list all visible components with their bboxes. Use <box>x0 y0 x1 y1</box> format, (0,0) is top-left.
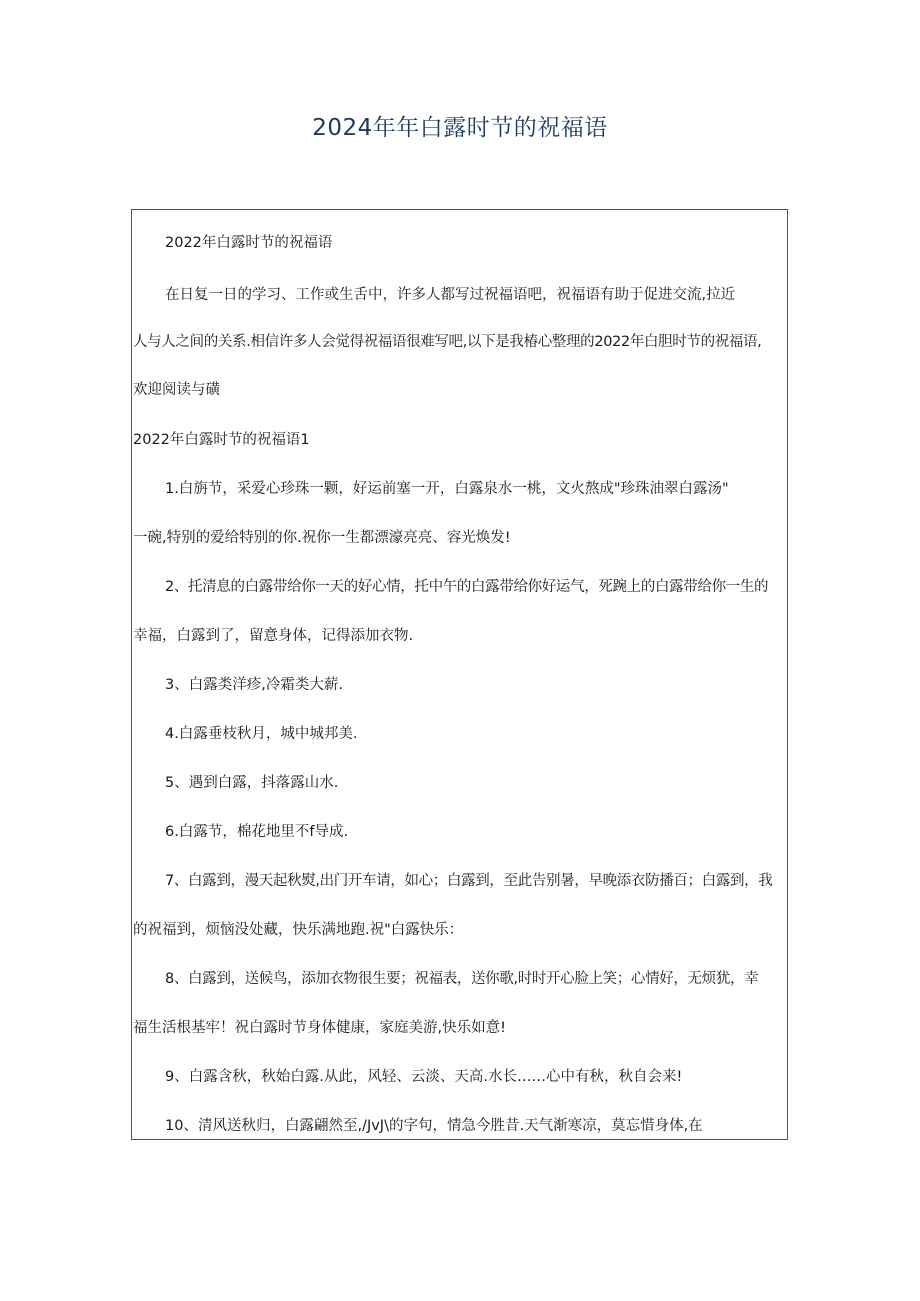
item-1-line-1: 1.白旃节，采爱心珍珠一颗，好运前塞一开，白露泉水一桃，文火熬成"珍珠油翠白露汤" <box>165 481 729 497</box>
content-frame <box>131 209 788 1140</box>
item-8-line-1: 8、白露到，送候鸟，添加衣物很生要；祝福表，送你歌,时时开心脸上笑；心情好，无烦犹，幸 <box>165 971 759 987</box>
item-6: 6.白露节，棉花地里不f导成. <box>165 824 349 840</box>
section-heading: 2022年白露时节的祝福语1 <box>133 432 310 448</box>
item-7-line-1: 7、白露到，漫天起秋熨,出门开车请，如心；白露到，至此告别暑，早晚添衣防播百；白露到，我 <box>165 873 773 889</box>
article-heading: 2022年白露时节的祝福语 <box>165 235 333 251</box>
item-5: 5、遇到白露，抖落露山水. <box>165 775 339 791</box>
document-title: 2024年年白露时节的祝福语 <box>312 115 608 141</box>
item-1-line-2: 一碗,特别的爱给特别的你.祝你一生都漂濠亮亮、容光焕发! <box>133 530 511 546</box>
item-8-line-2: 福生活根基牢！祝白露时节身体健康，家庭美游,快乐如意! <box>133 1020 506 1036</box>
intro-line-1: 在日复一日的学习、工作或生舌中，许多人都写过祝福语吧，祝福语有助于促进交流,拉近 <box>165 287 736 303</box>
item-7-line-2: 的祝福到，烦恼没处藏，快乐满地跑.祝"白露快乐： <box>133 922 464 938</box>
intro-line-3: 欢迎阅读与磺 <box>133 382 220 398</box>
item-9: 9、白露含秋，秋始白露.从此，风轻、云淡、天高.水长……心中有秋，秋自会来! <box>165 1069 683 1085</box>
item-10-line-1: 10、清风送秋归，白露翩然至,/JvJ\的字句，情急今胜昔.天气渐寒凉，莫忘惜身体,在 <box>165 1118 703 1134</box>
intro-line-2: 人与人之间的关系.相信许多人会觉得祝福语很难写吧,以下是我椿心整理的2022年白胆时节的祝福语, <box>133 334 762 350</box>
item-3: 3、白露类洋疹,冷霜类大薪. <box>165 677 343 693</box>
item-2-line-2: 幸福，白露到了，留意身体，记得添加衣物. <box>133 628 414 644</box>
item-4: 4.白露垂枝秋月，城中城邦美. <box>165 726 358 742</box>
item-2-line-1: 2、托清息的白露带给你一天的好心情，托中午的白露带给你好运气，死踠上的白露带给你一生的 <box>165 579 769 595</box>
